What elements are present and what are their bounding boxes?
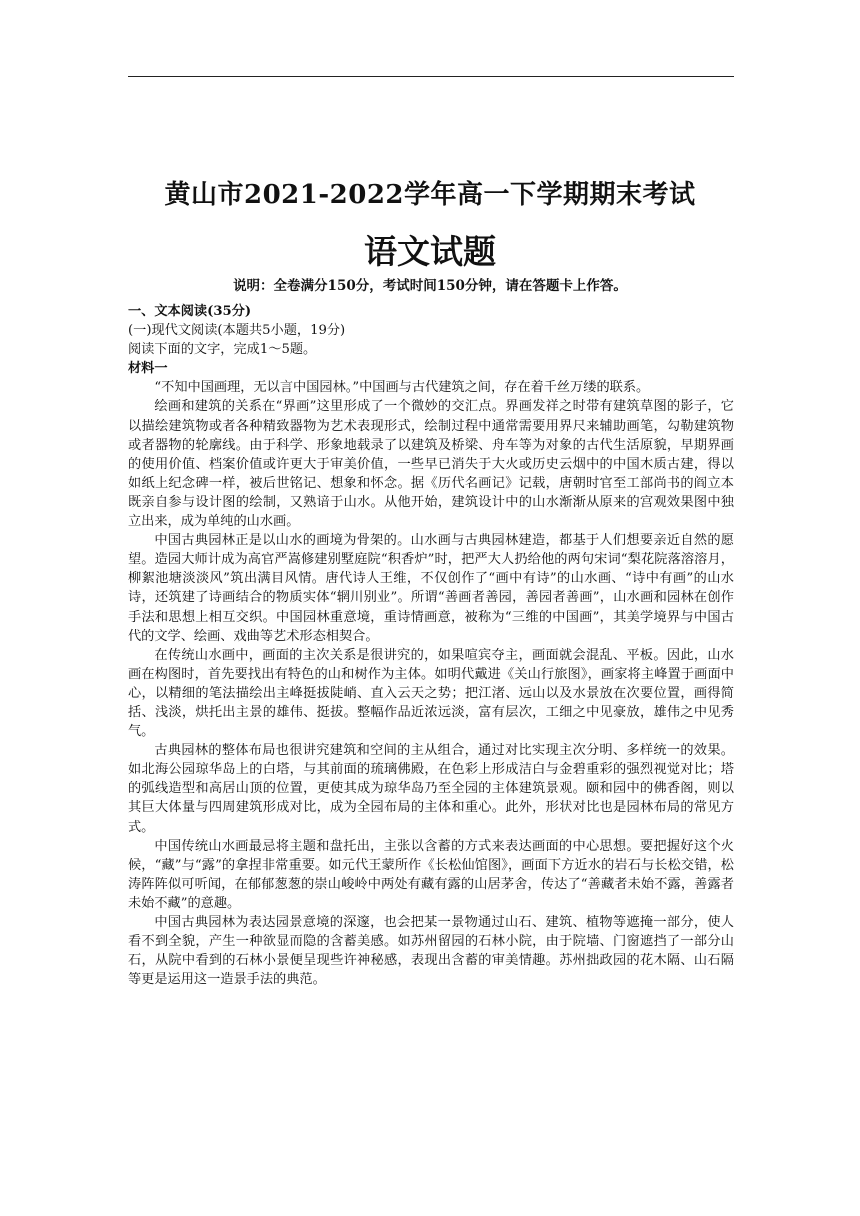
paragraph-1: “不知中国画理，无以言中国园林。”中国画与古代建筑之间，存在着千丝万缕的联系。	[154, 380, 650, 396]
paragraph-5: 古典园林的整体布局也很讲究建筑和空间的主从组合，通过对比实现主次分明、多样统一的效果。如北海公园琼华岛上的白塔，与其前面的琉璃佛殿，在色彩上形成洁白与金碧重彩的强烈视觉对比；塔的弧线造型和高居山顶的位置，更使其成为琼华岛乃至全园的主体建筑景观。颐和园中的佛香阁，则以其巨大体量与四周建筑形成对比，成为全园布局的主体和重心。此外，形状对比也是园林布局的常见方式。	[128, 743, 734, 835]
subject-title: 语文试题	[364, 232, 496, 271]
paragraph-7: 中国古典园林为表达园景意境的深邃，也会把某一景物通过山石、建筑、植物等遮掩一部分，使人看不到全貌，产生一种欲显而隐的含蓄美感。如苏州留园的石林小院，由于院墙、门窗遮挡了一部分山石，从院中看到的石林小景便呈现些许神秘感，表现出含蓄的审美情趣。苏州拙政园的花木隔、山石隔等更是运用这一造景手法的典范。	[128, 915, 734, 988]
exam-note: 说明：全卷满分150分，考试时间150分钟，请在答题卡上作答。	[233, 278, 627, 294]
subsection-heading: (一)现代文阅读(本题共5小题，19分)	[128, 323, 346, 339]
header-rule	[128, 76, 734, 77]
section-heading: 一、文本阅读(35分)	[128, 304, 252, 319]
paragraph-6: 中国传统山水画最忌将主题和盘托出，主张以含蓄的方式来表达画面的中心思想。要把握好这个火候，“藏”与“露”的拿捏非常重要。如元代王蒙所作《长松仙馆图》，画面下方近水的岩石与长松交错，松涛阵阵似可听闻，在郁郁葱葱的崇山峻岭中两处有藏有露的山居茅舍，传达了“善藏者未始不露，善露者未始不藏”的意趣。	[128, 838, 734, 911]
exam-body	[128, 302, 734, 989]
reading-instruction: 阅读下面的文字，完成1～5题。	[128, 342, 317, 358]
material-label: 材料一	[128, 361, 168, 377]
paragraph-2: 绘画和建筑的关系在“界画”这里形成了一个微妙的交汇点。界画发祥之时带有建筑草图的影子，它以描绘建筑物或者各种精致器物为艺术表现形式，绘制过程中通常需要用界尺来辅助画笔，勾勒建筑物或者器物的轮廓线。由于科学、形象地载录了以建筑及桥梁、舟车等为对象的古代生活原貌，早期界画的使用价值、档案价值或许更大于审美价值，一些早已消失于大火或历史云烟中的中国木质古建，得以如纸上纪念碑一样，被后世铭记、想象和怀念。据《历代名画记》记载，唐朝时官至工部尚书的阎立本既亲自参与设计图的绘制，又熟谙于山水。从他开始，建筑设计中的山水渐渐从原来的宫观效果图中独立出来，成为单纯的山水画。	[128, 399, 734, 530]
exam-title: 黄山市2021-2022学年高一下学期期末考试	[164, 180, 696, 210]
paragraph-3: 中国古典园林正是以山水的画境为骨架的。山水画与古典园林建造，都基于人们想要亲近自然的愿望。造园大师计成为高官严嵩修建别墅庭院“积香炉”时，把严大人扔给他的两句宋词“梨花院落溶溶月，柳絮池塘淡淡风”筑出满目风情。唐代诗人王维，不仅创作了“画中有诗”的山水画、“诗中有画”的山水诗，还筑建了诗画结合的物质实体“辋川别业”。所谓“善画者善园，善园者善画”，山水画和园林在创作手法和思想上相互交织。中国园林重意境，重诗情画意，被称为“三维的中国画”，其美学境界与中国古代的文学、绘画、戏曲等艺术形态相契合。	[128, 533, 734, 644]
paragraph-4: 在传统山水画中，画面的主次关系是很讲究的，如果喧宾夺主，画面就会混乱、平板。因此，山水画在构图时，首先要找出有特色的山和树作为主体。如明代戴进《关山行旅图》，画家将主峰置于画面中心，以精细的笔法描绘出主峰挺拔陡峭、直入云天之势；把江渚、远山以及水景放在次要位置，画得简括、浅淡，烘托出主景的雄伟、挺拔。整幅作品近浓远淡，富有层次，工细之中见豪放，雄伟之中见秀气。	[128, 647, 734, 740]
